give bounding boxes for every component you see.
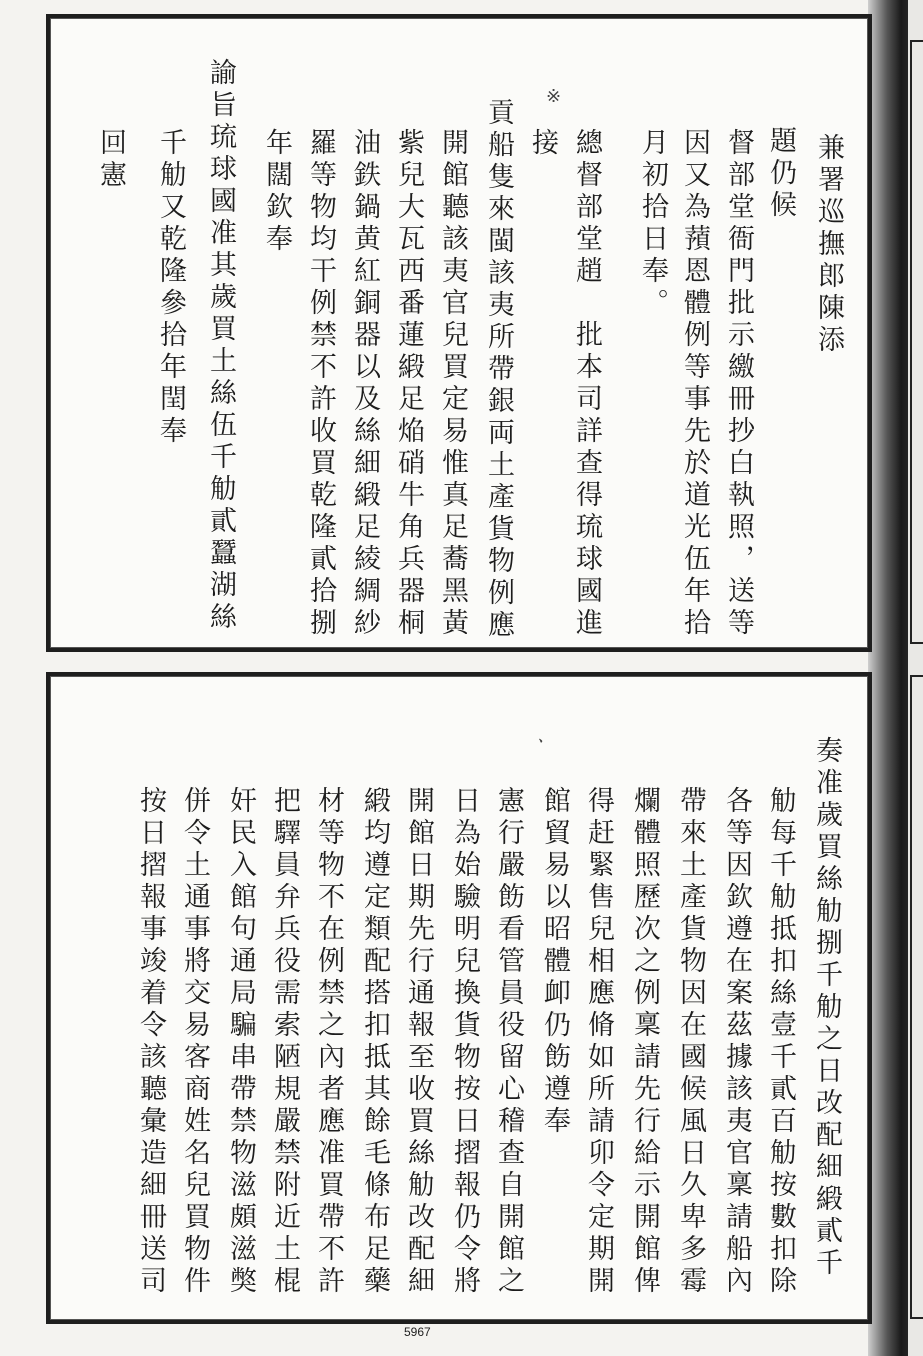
page-number: 5967 <box>404 1325 431 1339</box>
text-column: 因又為蕷恩體例等事先於道光伍年拾 <box>679 128 710 640</box>
text-column: 帶來土產貨物因在國候風日久卑多霉 <box>675 786 706 1298</box>
text-column: 千觔又乾隆參拾年閏奉 <box>155 128 186 448</box>
text-column: 館貿易以昭體卹仍飭遵奉 <box>539 786 570 1138</box>
next-page-frame-bottom <box>910 675 923 1319</box>
text-column: 開館聽該夷官兒買定易惟真足蕎黑黃 <box>437 128 468 640</box>
text-column: 開館日期先行通報至收買絲觔改配細 <box>403 786 434 1298</box>
text-column: 按日摺報事竣着令該聽彙造細冊送司 <box>135 786 166 1298</box>
text-column: 紫兒大瓦西番蓮緞足焔硝牛角兵器桐 <box>393 128 424 640</box>
text-column: 併令土通事將交易客商姓名兒買物件 <box>179 786 210 1298</box>
text-column: 回憲 <box>95 128 126 192</box>
center-mark-bottom: ㆍ <box>532 732 550 753</box>
text-column: 奸民入館句通局騙串帶禁物滋頗滋獘 <box>225 786 256 1298</box>
document-panel-bottom <box>46 672 872 1324</box>
document-panel-top <box>46 14 872 652</box>
text-column: 年闊欽奉 <box>261 128 292 256</box>
text-column: 各等因欽遵在案茲據該夷官稟請船內 <box>721 786 752 1298</box>
text-column: 月初拾日奉。 <box>637 128 668 320</box>
text-column: 接 <box>527 128 558 160</box>
next-page-frame-top <box>910 40 923 644</box>
text-column: 爛體照歷次之例稟請先行給示開館俾 <box>629 786 660 1298</box>
text-column: 觔每千觔抵扣絲壹千貳百觔按數扣除 <box>765 786 796 1298</box>
text-column: 總督部堂趙 批本司詳查得琉球國進 <box>571 128 602 640</box>
text-column: 憲行嚴飭看管員役留心稽查自開館之 <box>493 786 524 1298</box>
center-mark-top: ※ <box>546 86 562 107</box>
text-column: 緞均遵定類配搭扣抵其餘毛條布足藥 <box>359 786 390 1298</box>
text-column: 得赶緊售兒相應脩如所請卯令定期開 <box>583 786 614 1298</box>
text-column: 奏准歲買絲觔捌千觔之日改配細緞貳千 <box>811 736 842 1280</box>
text-column: 把驛員弁兵役需索陋規嚴禁附近土棍 <box>269 786 300 1298</box>
text-column: 日為始驗明兒換貨物按日摺報仍令將 <box>449 786 480 1298</box>
text-column: 諭旨琉球國准其歲買土絲伍千觔貳蠶湖絲 <box>205 58 236 634</box>
text-column: 兼署巡撫郎陳添 <box>813 133 844 357</box>
text-column: 油鉄鍋黄紅銅器以及絲細緞足綾綢紗 <box>349 128 380 640</box>
text-column: 題仍候 <box>765 126 796 222</box>
text-column: 貢船隻來閩該夷所帶銀両土產貨物例應 <box>483 98 514 642</box>
text-column: 羅等物均干例禁不許收買乾隆貳拾捌 <box>305 128 336 640</box>
text-column: 督部堂衙門批示繳冊抄白執照，送等 <box>723 128 754 640</box>
text-column: 材等物不在例禁之內者應准買帶不許 <box>313 786 344 1298</box>
